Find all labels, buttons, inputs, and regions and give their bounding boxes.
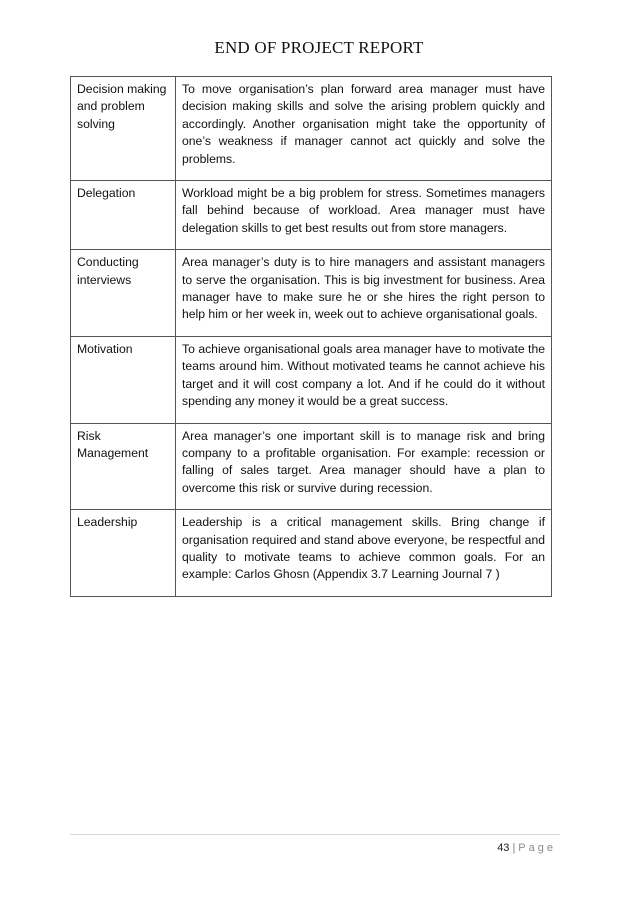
skills-table-container bbox=[70, 76, 552, 597]
description-cell: Leadership is a critical management skills. Bring change if organisation required and stand above everyone, be respectful and quality to motivate teams to achieve common goals. For an example: Carlos Ghosn (Appendix 3.7 Learning Journal 7 ) bbox=[176, 510, 552, 597]
table-row bbox=[71, 250, 552, 337]
page-footer bbox=[497, 842, 556, 854]
skills-table bbox=[70, 76, 552, 597]
description-cell: Workload might be a big problem for stress. Sometimes managers fall behind because of workload. Area manager must have delegation skills to get best results out from store managers. bbox=[176, 181, 552, 250]
table-row bbox=[71, 77, 552, 181]
description-cell: To move organisation’s plan forward area manager must have decision making skills and solve the arising problem quickly and accordingly. Another organisation might take the opportunity of one’s weakness if manager cannot act quickly and solve the problems. bbox=[176, 77, 552, 181]
skill-cell: Conducting interviews bbox=[71, 250, 176, 337]
skill-cell: Decision making and problem solving bbox=[71, 77, 176, 181]
description-cell: Area manager’s duty is to hire managers and assistant managers to serve the organisation. This is big investment for business. Area manager have to make sure he or she hires the right person to help him or her week in, week out to achieve organisational goals. bbox=[176, 250, 552, 337]
page-label: Page bbox=[518, 842, 556, 854]
table-row bbox=[71, 181, 552, 250]
page-number: 43 bbox=[497, 842, 510, 854]
table-row bbox=[71, 510, 552, 597]
table-row bbox=[71, 423, 552, 510]
skill-cell: Motivation bbox=[71, 336, 176, 423]
table-row bbox=[71, 336, 552, 423]
page-title: END OF PROJECT REPORT bbox=[214, 38, 424, 57]
footer-divider bbox=[70, 834, 560, 835]
skill-cell: Delegation bbox=[71, 181, 176, 250]
skill-cell: Risk Management bbox=[71, 423, 176, 510]
skill-cell: Leadership bbox=[71, 510, 176, 597]
description-cell: Area manager’s one important skill is to manage risk and bring company to a profitable organisation. For example: recession or falling of sales target. Area manager should have a plan to overcome this risk or survive during recession. bbox=[176, 423, 552, 510]
footer-separator: | bbox=[512, 842, 516, 854]
description-cell: To achieve organisational goals area manager have to motivate the teams around him. Without motivated teams he cannot achieve his target and it will cost company a lot. And if he could do it without spending any money it would be a great success. bbox=[176, 336, 552, 423]
